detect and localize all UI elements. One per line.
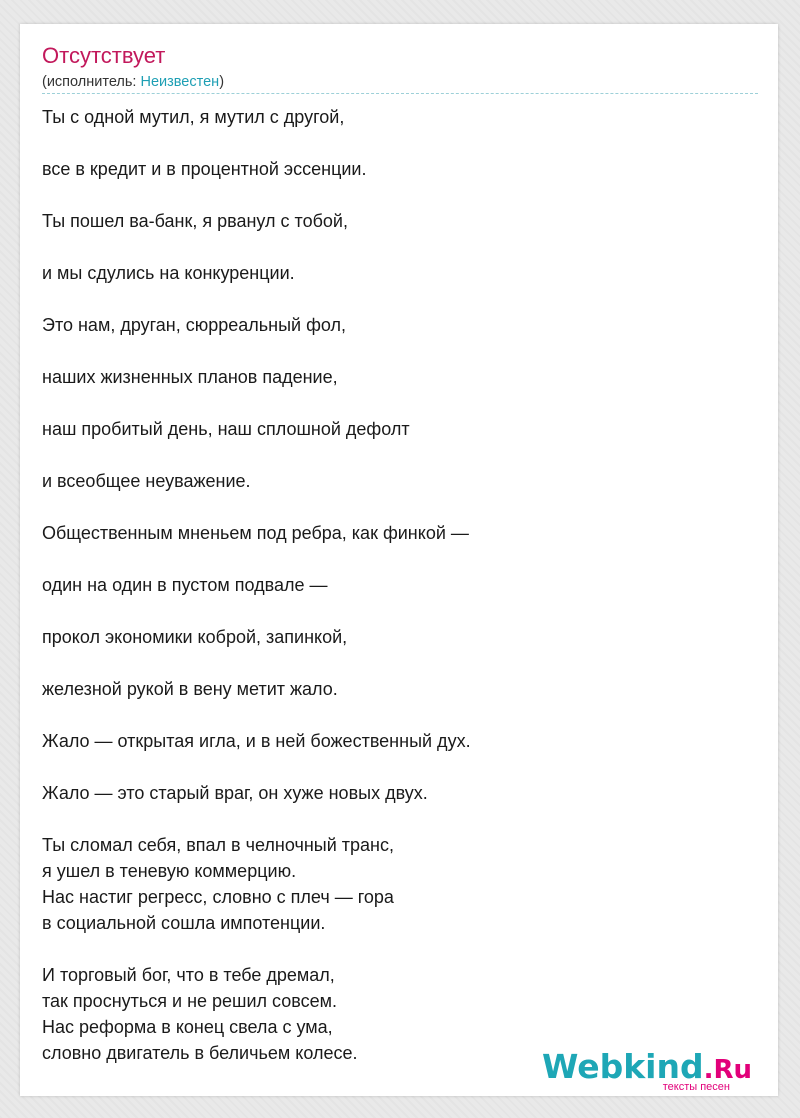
lyric-line: наш пробитый день, наш сплошной дефолт [42, 419, 410, 439]
stanza-gap [42, 806, 758, 832]
lyric-line: Ты сломал себя, впал в челночный транс, [42, 835, 394, 855]
lyric-line: так проснуться и не решил совсем. [42, 991, 337, 1011]
song-title: Отсутствует [42, 43, 166, 68]
lyrics-body [42, 104, 758, 1066]
lyric-line: Общественным мненьем под ребра, как финкой — [42, 523, 469, 543]
lyric-line: Это нам, друган, сюрреальный фол, [42, 315, 347, 335]
lyric-line: Ты с одной мутил, я мутил с другой, [42, 107, 345, 127]
stanza-gap [42, 650, 758, 676]
stanza-gap [42, 286, 758, 312]
stanza-gap [42, 338, 758, 364]
lyric-line: все в кредит и в процентной эссенции. [42, 159, 367, 179]
logo-word: Webkind [541, 1047, 704, 1086]
artist-link[interactable]: Неизвестен [140, 74, 220, 90]
stanza-gap [42, 442, 758, 468]
stanza-gap [42, 494, 758, 520]
lyric-line: Нас реформа в конец свела с ума, [42, 1017, 333, 1037]
artist-line [42, 73, 224, 91]
lyric-line: и мы сдулись на конкуренции. [42, 263, 295, 283]
stanza-gap [42, 936, 758, 962]
stanza-gap [42, 390, 758, 416]
lyric-line: Ты пошел ва-банк, я рванул с тобой, [42, 211, 348, 231]
lyric-line: железной рукой в вену метит жало. [42, 679, 338, 699]
stanza-gap [42, 130, 758, 156]
lyric-line: Жало — это старый враг, он хуже новых двух. [42, 783, 428, 803]
lyric-line: словно двигатель в беличьем колесе. [42, 1043, 358, 1063]
lyric-line: прокол экономики коброй, запинкой, [42, 627, 348, 647]
logo-tld: .Ru [703, 1055, 752, 1085]
lyric-line: наших жизненных планов падение, [42, 367, 338, 387]
divider [42, 93, 758, 94]
logo-subtitle: тексты песен [662, 1081, 730, 1093]
lyric-line: и всеобщее неуважение. [42, 471, 251, 491]
lyric-line: Нас настиг регресс, словно с плеч — гора [42, 887, 394, 907]
artist-prefix: (исполнитель: [42, 74, 141, 90]
stanza-gap [42, 598, 758, 624]
stanza-gap [42, 234, 758, 260]
lyric-line: Жало — открытая игла, и в ней божественный дух. [42, 731, 471, 751]
stanza-gap [42, 546, 758, 572]
stanza-gap [42, 182, 758, 208]
lyric-line: я ушел в теневую коммерцию. [42, 861, 297, 881]
lyric-line: один на один в пустом подвале — [42, 575, 328, 595]
stanza-gap [42, 754, 758, 780]
stanza-gap [42, 702, 758, 728]
lyric-line: в социальной сошла импотенции. [42, 913, 326, 933]
lyric-line: И торговый бог, что в тебе дремал, [42, 965, 335, 985]
site-logo[interactable] [541, 1047, 752, 1093]
artist-suffix: ) [219, 74, 225, 90]
lyrics-sheet [20, 24, 778, 1096]
